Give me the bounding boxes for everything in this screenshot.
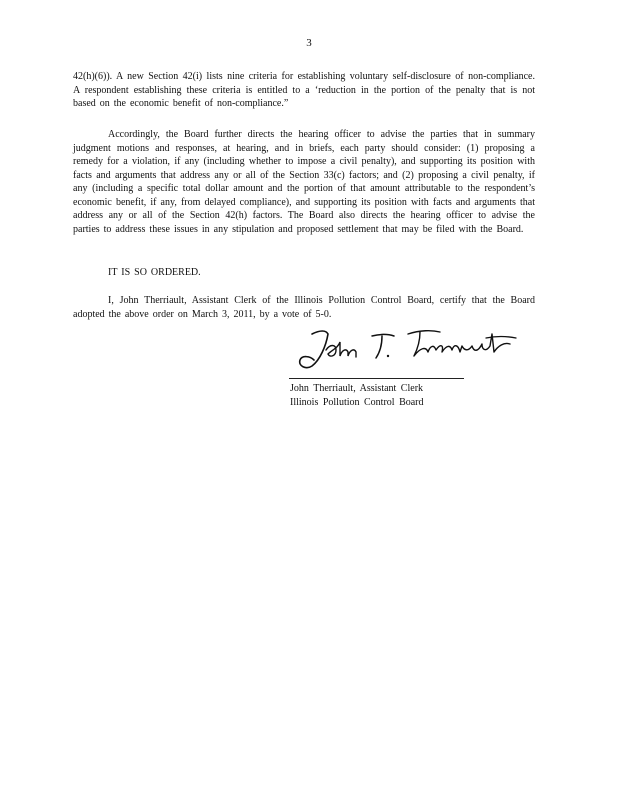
signer-name-title: John Therriault, Assistant Clerk <box>290 383 424 394</box>
paragraph-clerk-certification: I, John Therriault, Assistant Clerk of the Illinois Pollution Control Board, certify that the Board adopted the above order on March 3, 2011, by a vote of 5-0. <box>73 295 535 320</box>
handwritten-signature <box>290 320 530 376</box>
page-number: 3 <box>306 37 312 49</box>
signature-line <box>289 378 464 379</box>
paragraph-penalty-criteria: 42(h)(6)). A new Section 42(i) lists nine criteria for establishing voluntary self-disclosure of non-compliance. A respondent establishing these criteria is entitled to a ‘reduction in the portion of the penalty that is not based on the economic benefit of non-compliance.” <box>73 71 535 109</box>
signer-organization: Illinois Pollution Control Board <box>290 396 424 408</box>
paragraph-so-ordered: IT IS SO ORDERED. <box>108 267 201 278</box>
signature-block <box>290 382 424 409</box>
paragraph-board-directions: Accordingly, the Board further directs the hearing officer to advise the parties that in summary judgment motions and responses, at hearing, and in briefs, each party should consider: (1) proposing a remedy for a violation, if any (including whether to impose a civil penalty), and supporting its position with facts and arguments that address any or all of the Section 33(c) factors; and (2) proposing a civil penalty, if any (including a specific total dollar amount and the portion of that amount attributable to the respondent’s economic benefit, if any, from delayed compliance), and supporting its position with facts and arguments that address any or all of the Section 42(h) factors. The Board also directs the hearing officer to advise the parties to address these issues in any stipulation and proposed settlement that may be filed with the Board. <box>73 129 535 235</box>
